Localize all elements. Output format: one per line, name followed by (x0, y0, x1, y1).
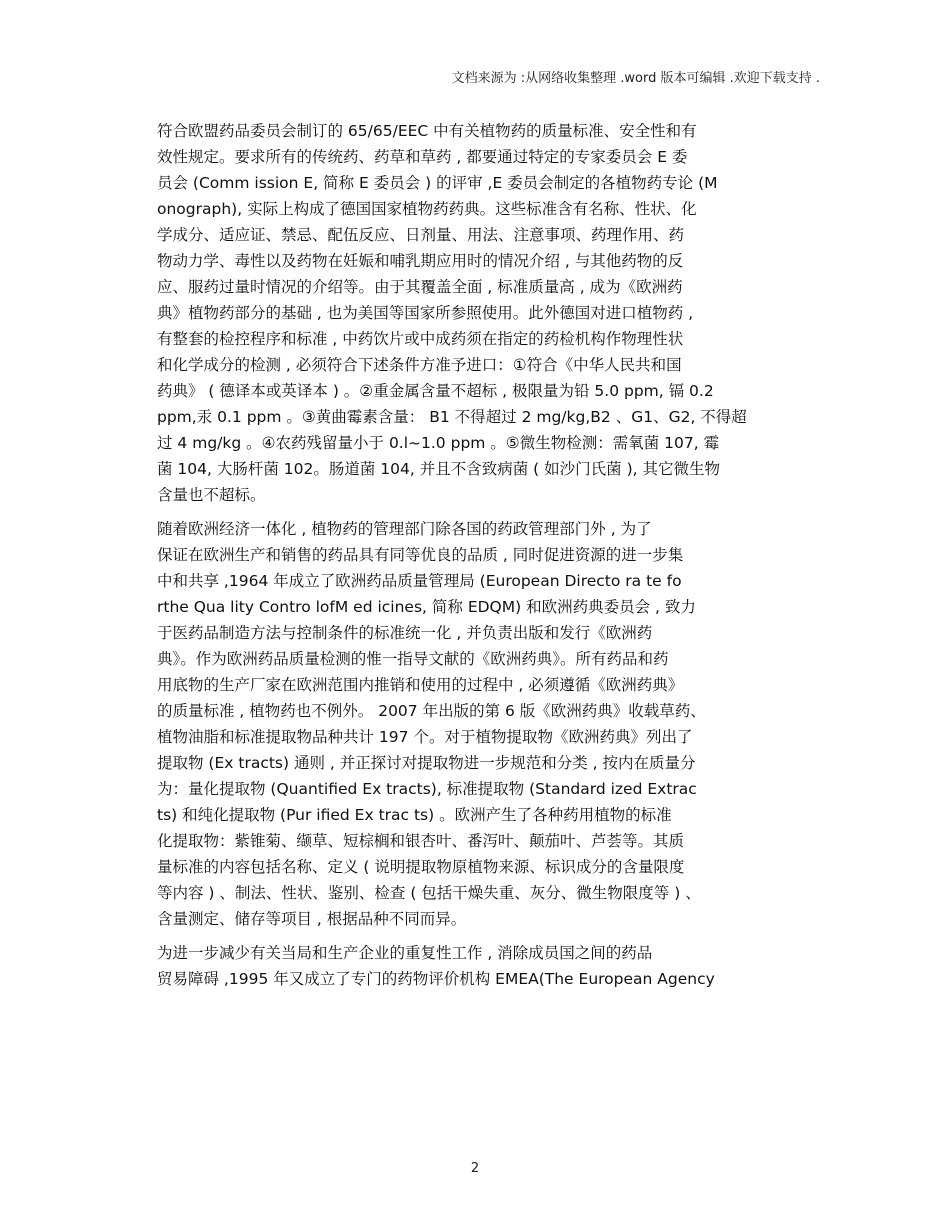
paragraph (157, 118, 793, 508)
text-line: 典》植物药部分的基础 , 也为美国等国家所参照使用。此外德国对进口植物药 , (157, 304, 694, 322)
text-line: 过 4 mg/kg 。④农药残留量小于 0.l~1.0 ppm 。⑤微生物检测：需氧菌 107, 霉 (157, 434, 720, 452)
text-line: 药典》 ( 德译本或英译本 ) 。②重金属含量不超标 , 极限量为铅 5.0 ppm, 镉 0.2 (157, 382, 714, 400)
document-body (157, 118, 793, 1000)
text-line: 含量也不超标。 (157, 486, 266, 504)
text-line: rthe Qua lity Contro lofM ed icines, 简称 EDQM) 和欧洲药典委员会 , 致力 (157, 598, 696, 616)
paragraph (157, 940, 793, 992)
text-line: 有整套的检控程序和标准 , 中药饮片或中成药须在指定的药检机构作物理性状 (157, 330, 684, 348)
text-line: 菌 104, 大肠杆菌 102。肠道菌 104, 并且不含致病菌 ( 如沙门氏菌 ), 其它微生物 (157, 460, 720, 478)
text-line: 员会 (Comm ission E, 简称 E 委员会 ) 的评审 ,E 委员会制定的各植物药专论 (M (157, 174, 718, 192)
text-line: 符合欧盟药品委员会制订的 65/65/EEC 中有关植物药的质量标准、安全性和有 (157, 122, 697, 140)
text-line: 的质量标准 , 植物药也不例外。 2007 年出版的第 6 版《欧洲药典》收载草药、 (157, 702, 706, 720)
text-line: 贸易障碍 ,1995 年又成立了专门的药物评价机构 EMEA(The European Agency (157, 970, 715, 988)
text-line: 典》。作为欧洲药品质量检测的惟一指导文献的《欧洲药典》。所有药品和药 (157, 650, 669, 668)
text-line: 用底物的生产厂家在欧洲范围内推销和使用的过程中 , 必须遵循《欧洲药典》 (157, 676, 684, 694)
text-line: 效性规定。要求所有的传统药、药草和草药 , 都要通过特定的专家委员会 E 委 (157, 148, 688, 166)
text-line: 应、服药过量时情况的介绍等。由于其覆盖全面 , 标准质量高 , 成为《欧洲药 (157, 278, 683, 296)
text-line: ts) 和纯化提取物 (Pur ified Ex trac ts) 。欧洲产生了各种药用植物的标准 (157, 806, 672, 824)
text-line: 植物油脂和标准提取物品种共计 197 个。对于植物提取物《欧洲药典》列出了 (157, 728, 693, 746)
text-line: 为：量化提取物 (Quantified Ex tracts), 标准提取物 (Standard ized Extrac (157, 780, 697, 798)
text-line: 量标准的内容包括名称、定义 ( 说明提取物原植物来源、标识成分的含量限度 (157, 858, 685, 876)
text-line: 提取物 (Ex tracts) 通则 , 并正探讨对提取物进一步规范和分类 , 按内在质量分 (157, 754, 696, 772)
paragraph (157, 516, 793, 932)
page-number: 2 (470, 1161, 480, 1176)
text-line: 为进一步减少有关当局和生产企业的重复性工作 , 消除成员国之间的药品 (157, 944, 653, 962)
text-line: 于医药品制造方法与控制条件的标准统一化 , 并负责出版和发行《欧洲药 (157, 624, 653, 642)
text-line: 随着欧洲经济一体化 , 植物药的管理部门除各国的药政管理部门外 , 为了 (157, 520, 652, 538)
text-line: ppm,汞 0.1 ppm 。③黄曲霉素含量： B1 不得超过 2 mg/kg,B2 、G1、G2, 不得超 (157, 408, 747, 426)
text-line: 和化学成分的检测 , 必须符合下述条件方准予进口：①符合《中华人民共和国 (157, 356, 682, 374)
text-line: 保证在欧洲生产和销售的药品具有同等优良的品质 , 同时促进资源的进一步集 (157, 546, 684, 564)
page-header: 文档来源为 :从网络收集整理 .word 版本可编辑 .欢迎下载支持 . (451, 71, 820, 86)
text-line: onograph), 实际上构成了德国国家植物药药典。这些标准含有名称、性状、化 (157, 200, 697, 218)
text-line: 化提取物：紫锥菊、缬草、短棕榈和银杏叶、番泻叶、颠茄叶、芦荟等。其质 (157, 832, 685, 850)
text-line: 学成分、适应证、禁忌、配伍反应、日剂量、用法、注意事项、药理作用、药 (157, 226, 685, 244)
text-line: 物动力学、毒性以及药物在妊娠和哺乳期应用时的情况介绍 , 与其他药物的反 (157, 252, 684, 270)
text-line: 等内容 ) 、制法、性状、鉴别、检查 ( 包括干燥失重、灰分、微生物限度等 ) 、 (157, 884, 701, 902)
text-line: 中和共享 ,1964 年成立了欧洲药品质量管理局 (European Directo ra te fo (157, 572, 682, 590)
text-line: 含量测定、储存等项目 , 根据品种不同而异。 (157, 910, 467, 928)
